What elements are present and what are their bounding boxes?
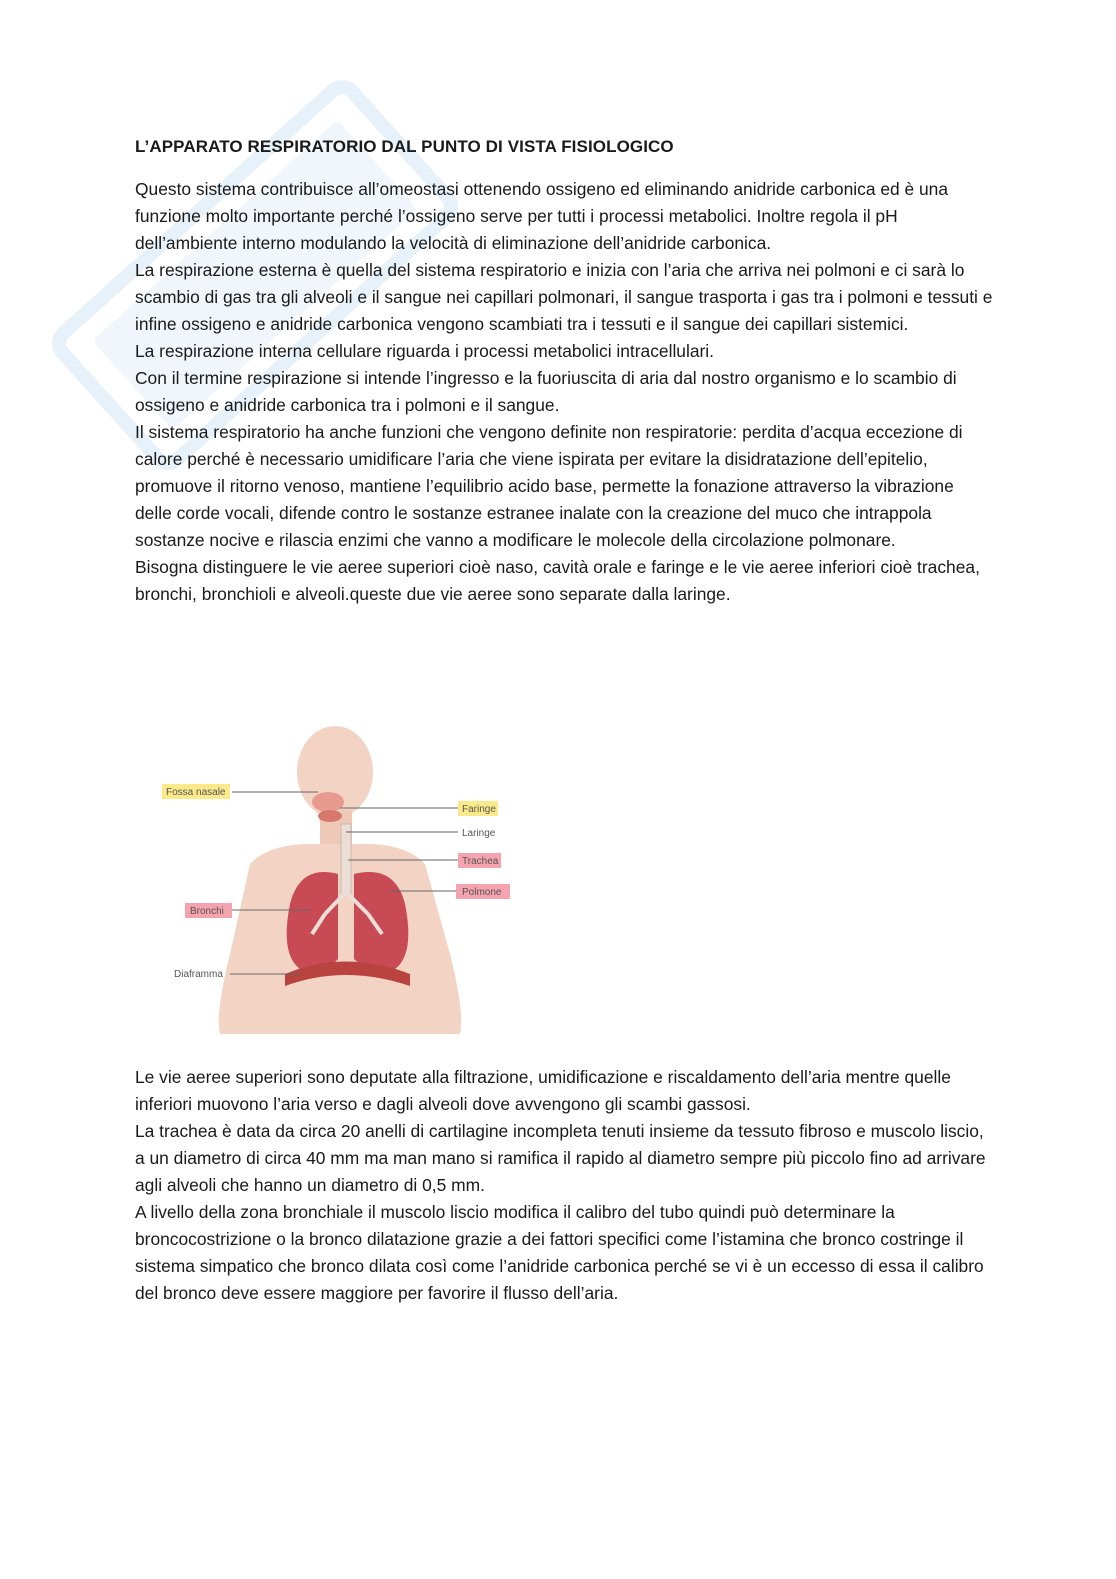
polmone-label: Polmone bbox=[462, 887, 502, 898]
bronchi-label: Bronchi bbox=[190, 906, 224, 917]
paragraph: La respirazione esterna è quella del sistema respiratorio e inizia con l’aria che arriva nei polmoni e ci sarà lo scambio di gas tra gli alveoli e il sangue nei capillari polmonari, il sangue trasporta i gas tra i polmoni e tessuti e infine ossigeno e anidride carbonica vengono scambiati tra i tessuti e il sangue dei capillari sistemici. bbox=[135, 260, 993, 334]
document-title: L’APPARATO RESPIRATORIO DAL PUNTO DI VISTA FISIOLOGICO bbox=[135, 137, 674, 156]
laringe-label: Laringe bbox=[462, 828, 496, 839]
body-silhouette bbox=[219, 726, 462, 1034]
nasal-cavity bbox=[312, 792, 344, 812]
trachea-label: Trachea bbox=[462, 856, 499, 867]
paragraph: La respirazione interna cellulare riguarda i processi metabolici intracellulari. bbox=[135, 341, 715, 361]
text-top bbox=[135, 133, 995, 608]
paragraph: Bisogna distinguere le vie aeree superiori cioè naso, cavità orale e faringe e le vie aeree inferiori cioè trachea, bronchi, bronchioli e alveoli.queste due vie aeree sono separate dalla laringe. bbox=[135, 557, 980, 604]
paragraph: Questo sistema contribuisce all’omeostasi ottenendo ossigeno ed eliminando anidride carbonica ed è una funzione molto importante perché l’ossigeno serve per tutti i processi metabolici. Inoltre regola il pH dell’ambiente interno modulando la velocità di eliminazione dell’anidride carbonica. bbox=[135, 179, 949, 253]
text-bottom bbox=[135, 1064, 995, 1307]
paragraph: Il sistema respiratorio ha anche funzioni che vengono definite non respiratorie: perdita d’acqua eccezione di calore perché è necessario umidificare l’aria che viene ispirata per evitare la disidratazione dell’epitelio, promuove il ritorno venoso, mantiene l’equilibrio acido base, permette la fonazione attraverso la vibrazione delle corde vocali, difende contro le sostanze estranee inalate con la creazione del muco che intrappola sostanze nocive e rilascia enzimi che vanno a modificare le molecole della circolazione polmonare. bbox=[135, 422, 963, 550]
oral-cavity bbox=[318, 810, 342, 822]
faringe-label: Faringe bbox=[462, 804, 496, 815]
fossa-nasale-label: Fossa nasale bbox=[166, 787, 226, 798]
paragraph: Con il termine respirazione si intende l’ingresso e la fuoriuscita di aria dal nostro organismo e lo scambio di ossigeno e anidride carbonica tra i polmoni e il sangue. bbox=[135, 368, 957, 415]
paragraph: A livello della zona bronchiale il muscolo liscio modifica il calibro del tubo quindi può determinare la broncocostrizione o la bronco dilatazione grazie a dei fattori specifici come l’istamina che bronco costringe il sistema simpatico che bronco dilata così come l’anidride carbonica perché se vi è un eccesso di essa il calibro del bronco deve essere maggiore per favorire il flusso dell’aria. bbox=[135, 1202, 984, 1303]
trachea-shape bbox=[341, 824, 351, 894]
diaframma-label: Diaframma bbox=[174, 969, 223, 980]
paragraph: Le vie aeree superiori sono deputate alla filtrazione, umidificazione e riscaldamento dell’aria mentre quelle inferiori muovono l’aria verso e dagli alveoli dove avvengono gli scambi gassosi. bbox=[135, 1067, 951, 1114]
paragraph: La trachea è data da circa 20 anelli di cartilagine incompleta tenuti insieme da tessuto fibroso e muscolo liscio, a un diametro di circa 40 mm ma man mano si ramifica il rapido al diametro sempre più piccolo fino ad arrivare agli alveoli che hanno un diametro di 0,5 mm. bbox=[135, 1121, 986, 1195]
respiratory-system-illustration bbox=[160, 724, 520, 1034]
